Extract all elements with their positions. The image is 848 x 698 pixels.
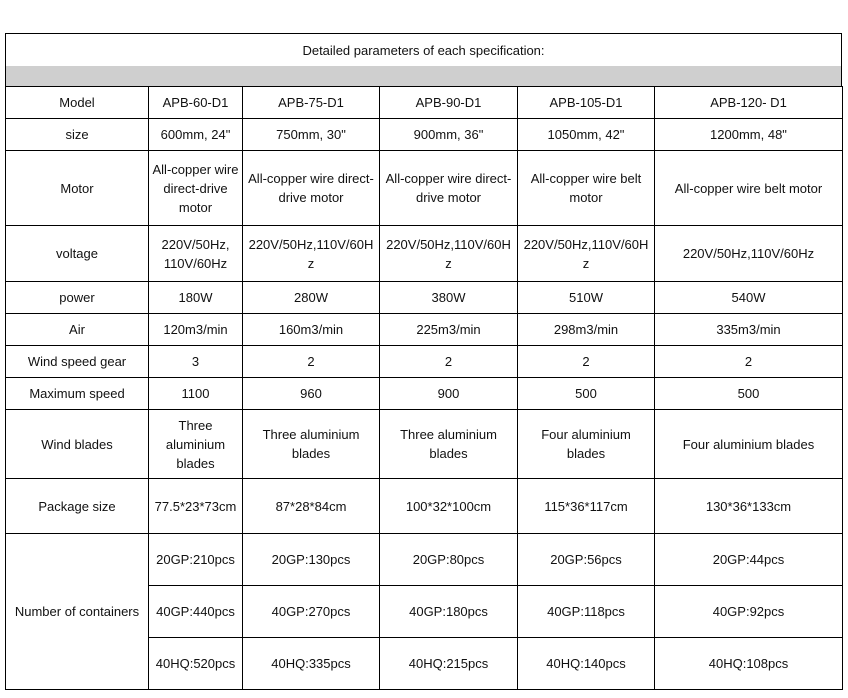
table-cell: 20GP:130pcs [243, 534, 380, 586]
table-cell: 40HQ:520pcs [149, 638, 243, 690]
table-cell: 40HQ:108pcs [655, 638, 843, 690]
table-cell: All-copper wire belt motor [655, 151, 843, 226]
model-cell: APB-75-D1 [243, 87, 380, 119]
table-cell: 380W [380, 282, 518, 314]
table-cell: 3 [149, 346, 243, 378]
table-row [6, 479, 843, 534]
table-cell: Four aluminium blades [655, 410, 843, 479]
table-cell: 510W [518, 282, 655, 314]
row-label: Package size [6, 479, 149, 534]
table-cell: 335m3/min [655, 314, 843, 346]
table-cell: 960 [243, 378, 380, 410]
spec-title-text: Detailed parameters of each specification: [302, 42, 545, 58]
table-cell: All-copper wire belt motor [518, 151, 655, 226]
table-cell: 2 [243, 346, 380, 378]
table-row [6, 151, 843, 226]
table-cell: 900 [380, 378, 518, 410]
table-row [6, 314, 843, 346]
table-cell: 2 [655, 346, 843, 378]
table-cell: 2 [380, 346, 518, 378]
table-cell: 220V/50Hz,110V/60Hz [655, 226, 843, 282]
row-label: Wind speed gear [6, 346, 149, 378]
table-cell: All-copper wire direct-drive motor [149, 151, 243, 226]
table-row [6, 378, 843, 410]
table-cell: 500 [655, 378, 843, 410]
model-cell: APB-60-D1 [149, 87, 243, 119]
table-row [6, 119, 843, 151]
table-row [6, 410, 843, 479]
table-cell: 100*32*100cm [380, 479, 518, 534]
table-cell: 120m3/min [149, 314, 243, 346]
table-cell: 87*28*84cm [243, 479, 380, 534]
spec-table [5, 86, 843, 690]
table-row [6, 87, 843, 119]
table-cell: Three aluminium blades [380, 410, 518, 479]
table-cell: 20GP:44pcs [655, 534, 843, 586]
table-cell: 40GP:440pcs [149, 586, 243, 638]
table-cell: All-copper wire direct-drive motor [243, 151, 380, 226]
table-cell: 40GP:270pcs [243, 586, 380, 638]
model-cell: APB-105-D1 [518, 87, 655, 119]
row-label: Wind blades [6, 410, 149, 479]
table-cell: 220V/50Hz, 110V/60Hz [149, 226, 243, 282]
table-cell: 160m3/min [243, 314, 380, 346]
table-cell: 1100 [149, 378, 243, 410]
table-cell: 1050mm, 42" [518, 119, 655, 151]
row-label: Motor [6, 151, 149, 226]
table-row [6, 282, 843, 314]
table-row [6, 534, 843, 586]
table-cell: Three aluminium blades [243, 410, 380, 479]
table-cell: 40HQ:335pcs [243, 638, 380, 690]
table-cell: 220V/50Hz,110V/60Hz [380, 226, 518, 282]
model-cell: APB-90-D1 [380, 87, 518, 119]
table-cell: 180W [149, 282, 243, 314]
table-row [6, 226, 843, 282]
table-cell: 20GP:80pcs [380, 534, 518, 586]
row-label: Air [6, 314, 149, 346]
table-cell: 280W [243, 282, 380, 314]
header-divider-band [5, 66, 842, 86]
table-cell: 20GP:210pcs [149, 534, 243, 586]
table-cell: Three aluminium blades [149, 410, 243, 479]
table-cell: 20GP:56pcs [518, 534, 655, 586]
table-cell: 40HQ:215pcs [380, 638, 518, 690]
table-cell: 40GP:92pcs [655, 586, 843, 638]
table-cell: Four aluminium blades [518, 410, 655, 479]
table-cell: 220V/50Hz,110V/60Hz [518, 226, 655, 282]
row-label: Model [6, 87, 149, 119]
table-cell: 130*36*133cm [655, 479, 843, 534]
row-label: voltage [6, 226, 149, 282]
table-cell: 40GP:180pcs [380, 586, 518, 638]
table-cell: 750mm, 30" [243, 119, 380, 151]
table-cell: 298m3/min [518, 314, 655, 346]
table-row [6, 346, 843, 378]
spec-title [5, 33, 842, 66]
row-label: Number of containers [6, 534, 149, 690]
table-cell: All-copper wire direct-drive motor [380, 151, 518, 226]
row-label: size [6, 119, 149, 151]
table-cell: 40GP:118pcs [518, 586, 655, 638]
table-cell: 500 [518, 378, 655, 410]
table-cell: 2 [518, 346, 655, 378]
table-cell: 900mm, 36" [380, 119, 518, 151]
row-label: power [6, 282, 149, 314]
table-cell: 40HQ:140pcs [518, 638, 655, 690]
table-cell: 1200mm, 48" [655, 119, 843, 151]
table-cell: 225m3/min [380, 314, 518, 346]
table-cell: 600mm, 24" [149, 119, 243, 151]
table-cell: 220V/50Hz,110V/60Hz [243, 226, 380, 282]
table-cell: 77.5*23*73cm [149, 479, 243, 534]
table-cell: 115*36*117cm [518, 479, 655, 534]
model-cell: APB-120- D1 [655, 87, 843, 119]
row-label: Maximum speed [6, 378, 149, 410]
table-cell: 540W [655, 282, 843, 314]
